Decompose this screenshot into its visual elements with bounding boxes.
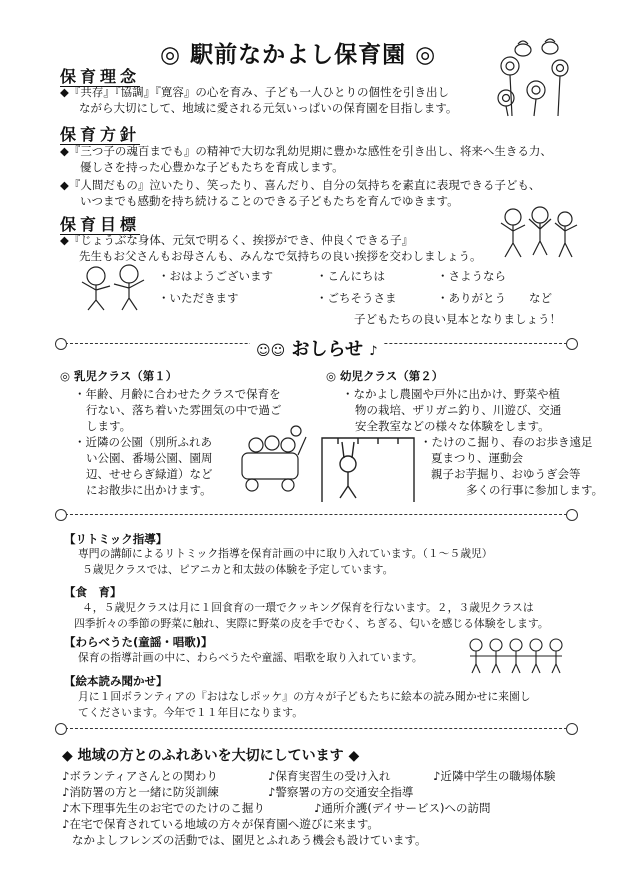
greeting-item: ・いただきます xyxy=(158,291,239,305)
program-title: 【リトミック指導】 xyxy=(64,532,168,546)
infant-class-line: します。 xyxy=(86,419,132,433)
community-item: ♪ボランティアさんとの関わり xyxy=(62,769,218,783)
community-item: ♪木下理事先生のお宅でのたけのこ掘り xyxy=(62,801,265,815)
community-item: ♪通所介護(デイサービス)への訪問 xyxy=(314,801,491,815)
kids-playing-illustration xyxy=(74,262,152,312)
program-line: 専門の講師によるリトミック指導を保育計画の中に取り入れています。（１～５歳児） xyxy=(78,547,493,560)
flower-icon xyxy=(55,723,67,735)
infant-class-line: 辺、せせらぎ緑道）など xyxy=(86,467,213,481)
philosophy-line-1: ◆『共存』『協調』『寛容』の心を育み、子ども一人ひとりの個性を引き出し xyxy=(60,85,450,99)
community-item: ♪保育実習生の受け入れ xyxy=(268,769,391,783)
goals-line-2: 先生もお父さんもお母さんも、みんなで気持ちの良い挨拶を交わしましょう。 xyxy=(79,249,482,263)
flower-icon xyxy=(566,338,578,350)
toddler-class-line: 安全教室などの様々な体験をします。 xyxy=(355,419,550,433)
policy-line-4: いつまでも感動を持ち続けることのできる子どもたちを育んでゆきます。 xyxy=(80,194,459,208)
program-line: てくださいます。今年で１１年目になります。 xyxy=(78,706,304,719)
goals-closing: 子どもたちの良い見本となりましょう！ xyxy=(354,312,561,326)
flowers-bees-illustration xyxy=(488,38,578,118)
toddler-class-line: 物の栽培、ザリガニ釣り、川遊び、交通 xyxy=(355,403,562,417)
program-line: ４，５歳児クラスは月に１回食育の一環でクッキング保育を行ないます。２，３歳児クラスは xyxy=(82,601,534,614)
community-item: ♪消防署の方と一緒に防災訓練 xyxy=(62,785,219,799)
infant-class-line: にお散歩に出かけます。 xyxy=(86,483,212,497)
monkey-bars-illustration xyxy=(318,430,418,502)
greeting-item: ・ありがとう など xyxy=(437,291,552,305)
music-note-icon: ♪ xyxy=(369,344,378,359)
community-item: ♪警察署の方の交通安全指導 xyxy=(268,785,414,799)
program-line: 月に１回ボランティアの『おはなしポッケ』の方々が子どもたちに絵本の読み聞かせに来園し xyxy=(78,690,531,703)
flower-icon xyxy=(55,509,67,521)
program-title: 【食 育】 xyxy=(64,585,122,599)
divider xyxy=(60,728,572,729)
community-title: ◆ 地域の方とのふれあいを大切にしています ◆ xyxy=(62,748,360,764)
program-title: 【わらべうた(童謡・唱歌)】 xyxy=(64,635,213,649)
philosophy-heading: 保育理念 xyxy=(60,67,141,86)
toddler-class-line: 多くの行事に参加します。 xyxy=(466,483,604,497)
infant-class-heading: ◎ 乳児クラス（第１） xyxy=(60,369,178,383)
policy-line-1: ◆『三つ子の魂百までも』の精神で大切な乳幼児期に豊かな感性を引き出し、将来へ生きる力、 xyxy=(60,144,552,158)
policy-line-2: 優しさを持った心豊かな子どもたちを育成します。 xyxy=(80,160,344,174)
flower-icon xyxy=(55,338,67,350)
toddler-class-line: 夏まつり、運動会 xyxy=(431,451,523,465)
flower-icon xyxy=(566,723,578,735)
toddler-class-line: ・たけのこ掘り、春のお歩き遠足 xyxy=(420,435,593,449)
policy-line-3: ◆『人間だもの』泣いたり、笑ったり、喜んだり、自分の気持ちを素直に表現できる子ども、 xyxy=(60,178,541,192)
page-title: ◎ 駅前なかよし保育園 ◎ xyxy=(160,42,437,68)
program-line: 保育の指導計画の中に、わらべうたや童謡、唱歌を取り入れています。 xyxy=(78,651,423,664)
toddler-class-line: ・なかよし農園や戸外に出かけ、野菜や植 xyxy=(342,387,561,401)
greeting-item: ・おはようございます xyxy=(158,269,273,283)
infant-class-line: ・近隣の公園（別所ふれあ xyxy=(74,435,212,449)
infant-class-line: い公園、番場公園、園周 xyxy=(86,451,213,465)
community-item: ♪近隣中学生の職場体験 xyxy=(433,769,556,783)
kids-jumping-illustration xyxy=(495,203,580,263)
program-line: ５歳児クラスでは、ピアニカと和太鼓の体験を予定しています。 xyxy=(82,563,394,576)
program-title: 【絵本読み聞かせ】 xyxy=(64,674,168,688)
notice-title: ☺☺ おしらせ ♪ xyxy=(250,335,384,361)
toddler-class-line: 親子お芋掘り、おゆうぎ会等 xyxy=(431,467,581,481)
community-item: ♪在宅で保育されている地域の方々が保育園へ遊びに来ます。 xyxy=(62,817,379,831)
toddler-class-heading: ◎ 幼児クラス（第２） xyxy=(326,369,444,383)
flower-icon xyxy=(566,509,578,521)
philosophy-line-2: ながら大切にして、地域に愛される元気いっぱいの保育園を目指します。 xyxy=(79,101,458,115)
infant-class-line: 行ない、落ち着いた雰囲気の中で過ご xyxy=(86,403,282,417)
notice-kids-icon: ☺☺ xyxy=(256,343,286,359)
community-item: なかよしフレンズの活動では、園児とふれあう機会も設けています。 xyxy=(72,833,427,847)
divider xyxy=(60,514,572,515)
policy-heading: 保育方針 xyxy=(60,125,141,144)
goals-heading: 保育目標 xyxy=(60,215,141,234)
goals-line-1: ◆『じょうぶな身体、元気で明るく、挨拶ができ、仲良くできる子』 xyxy=(60,233,414,247)
greeting-item: ・ごちそうさま xyxy=(316,291,397,305)
program-line: 四季折々の季節の野菜に触れ、実際に野菜の皮を手でむく、ちぎる、匂いを感じる体験をします。 xyxy=(74,617,549,630)
greeting-item: ・こんにちは xyxy=(316,269,385,283)
stroller-kids-illustration xyxy=(236,425,308,495)
greeting-item: ・さようなら xyxy=(437,269,506,283)
infant-class-line: ・年齢、月齢に合わせたクラスで保育を xyxy=(74,387,281,401)
kids-row-illustration xyxy=(466,636,566,674)
